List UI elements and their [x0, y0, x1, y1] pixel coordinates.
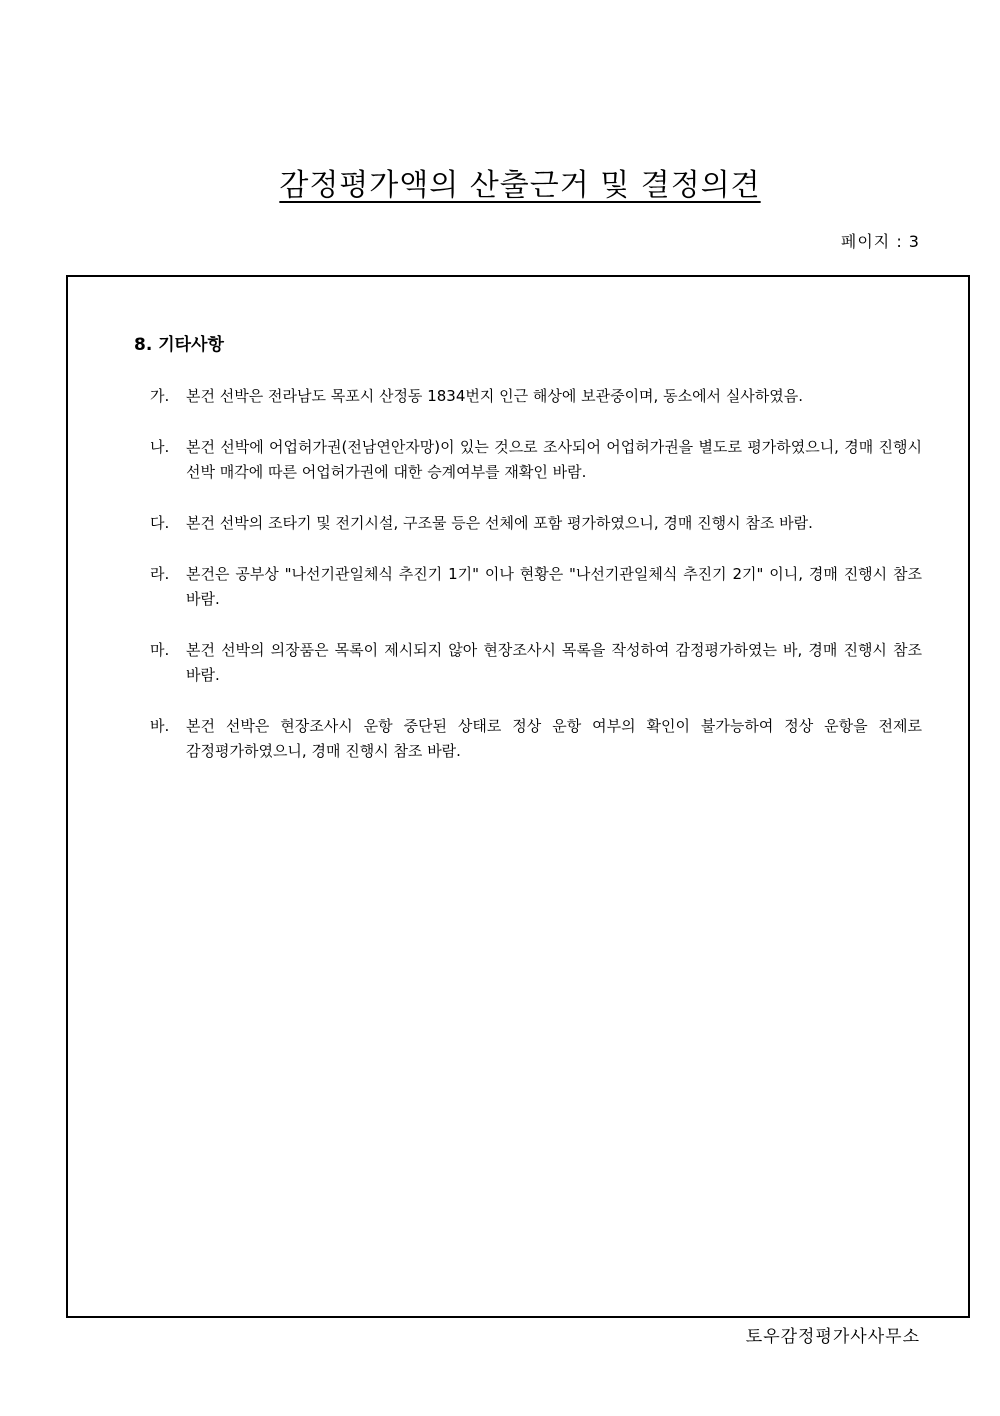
remarks-list — [150, 384, 922, 790]
item-text: 본건 선박의 의장품은 목록이 제시되지 않아 현장조사시 목록을 작성하여 감정평가하였는 바, 경매 진행시 참조 바람. — [186, 641, 922, 684]
section-heading: 8. 기타사항 — [134, 335, 224, 355]
item-marker: 바. — [150, 717, 170, 735]
list-item — [150, 562, 922, 612]
item-text: 본건 선박의 조타기 및 전기시설, 구조물 등은 선체에 포함 평가하였으니, 경매 진행시 참조 바람. — [186, 514, 813, 532]
item-text: 본건 선박은 현장조사시 운항 중단된 상태로 정상 운항 여부의 확인이 불가능하여 정상 운항을 전제로 감정평가하였으니, 경매 진행시 참조 바람. — [186, 717, 922, 760]
item-marker: 가. — [150, 387, 170, 405]
item-text: 본건 선박은 전라남도 목포시 산정동 1834번지 인근 해상에 보관중이며, 동소에서 실사하였음. — [186, 387, 804, 405]
item-marker: 마. — [150, 641, 170, 659]
list-item — [150, 511, 922, 536]
list-item — [150, 714, 922, 764]
list-item — [150, 384, 922, 409]
item-text: 본건 선박에 어업허가권(전남연안자망)이 있는 것으로 조사되어 어업허가권을 별도로 평가하였으니, 경매 진행시 선박 매각에 따른 어업허가권에 대한 승계여부를 재확인 바람. — [186, 438, 922, 481]
item-marker: 나. — [150, 438, 170, 456]
item-marker: 다. — [150, 514, 170, 532]
item-marker: 라. — [150, 565, 170, 583]
list-item — [150, 638, 922, 688]
office-name: 토우감정평가사사무소 — [745, 1327, 920, 1347]
document-title-text: 감정평가액의 산출근거 및 결정의견 — [279, 168, 761, 203]
document-title — [0, 160, 1000, 204]
page-number: 페이지 : 3 — [840, 232, 920, 251]
item-text: 본건은 공부상 "나선기관일체식 추진기 1기" 이나 현황은 "나선기관일체식 추진기 2기" 이니, 경매 진행시 참조 바람. — [186, 565, 922, 608]
list-item — [150, 435, 922, 485]
